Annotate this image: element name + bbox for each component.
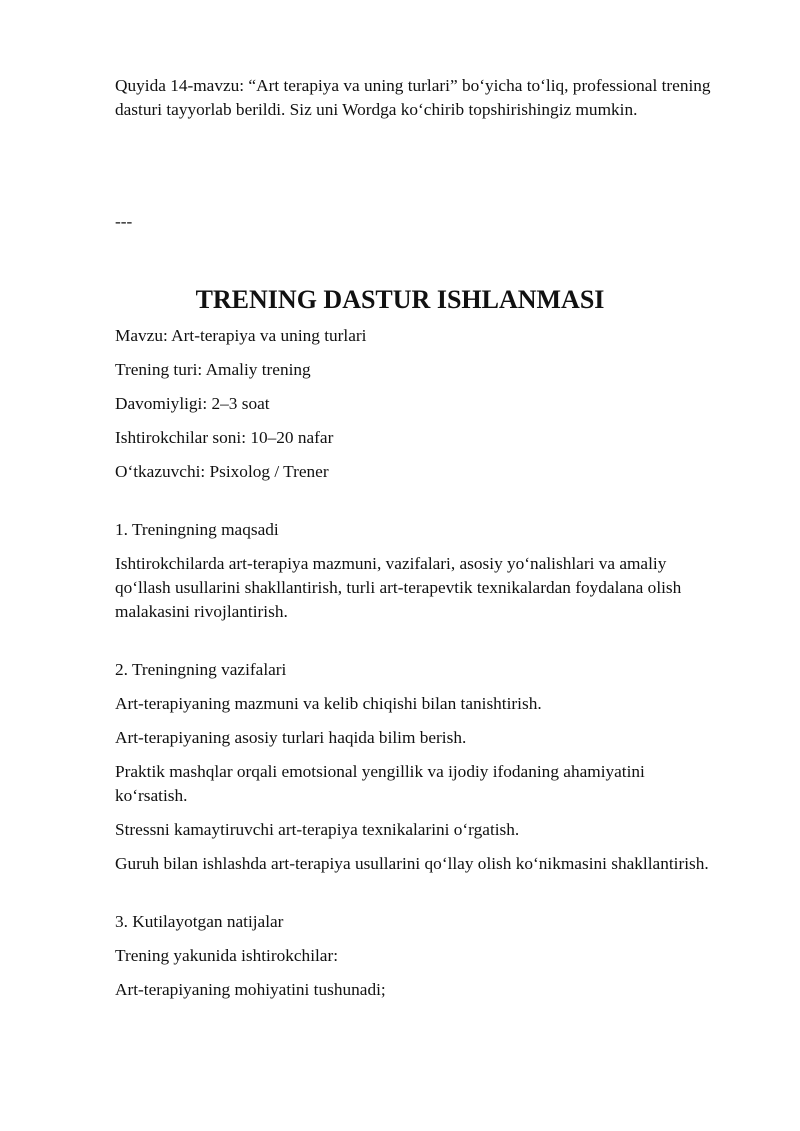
section-heading: 3. Kutilayotgan natijalar — [115, 912, 284, 931]
meta-duration: Davomiyligi: 2–3 soat — [115, 394, 270, 413]
section-paragraph: Art-terapiyaning mazmuni va kelib chiqishi bilan tanishtirish. — [115, 694, 542, 713]
section-goal — [115, 518, 720, 624]
section-paragraph: Praktik mashqlar orqali emotsional yengillik va ijodiy ifodaning ahamiyatini ko‘rsatish. — [115, 762, 645, 805]
section-paragraph: Art-terapiyaning mohiyatini tushunadi; — [115, 980, 386, 999]
document-title: TRENING DASTUR ISHLANMASI — [195, 285, 605, 314]
section-tasks — [115, 658, 720, 876]
section-paragraph: Ishtirokchilarda art-terapiya mazmuni, vazifalari, asosiy yo‘nalishlari va amaliy qo‘llash usullarini shakllantirish, turli art-terapevtik texnikalardan foydalana olish malakasini rivojlantirish. — [115, 554, 682, 621]
meta-facilitator: O‘tkazuvchi: Psixolog / Trener — [115, 462, 329, 481]
section-paragraph: Trening yakunida ishtirokchilar: — [115, 946, 339, 965]
section-results — [115, 910, 720, 1002]
section-heading: 1. Treningning maqsadi — [115, 520, 279, 539]
section-heading: 2. Treningning vazifalari — [115, 660, 287, 679]
meta-topic: Mavzu: Art-terapiya va uning turlari — [115, 326, 367, 345]
separator-line: --- — [115, 212, 133, 231]
section-paragraph: Guruh bilan ishlashda art-terapiya usullarini qo‘llay olish ko‘nikmasini shakllantirish. — [115, 854, 709, 873]
intro-paragraph: Quyida 14-mavzu: “Art terapiya va uning turlari” bo‘yicha to‘liq, professional trening dasturi tayyorlab berildi. Siz uni Wordga ko‘chirib topshirishingiz mumkin. — [115, 76, 711, 119]
meta-participants: Ishtirokchilar soni: 10–20 nafar — [115, 428, 334, 447]
training-meta — [115, 324, 720, 484]
meta-type: Trening turi: Amaliy trening — [115, 360, 311, 379]
section-paragraph: Art-terapiyaning asosiy turlari haqida bilim berish. — [115, 728, 467, 747]
section-paragraph: Stressni kamaytiruvchi art-terapiya texnikalarini o‘rgatish. — [115, 820, 520, 839]
